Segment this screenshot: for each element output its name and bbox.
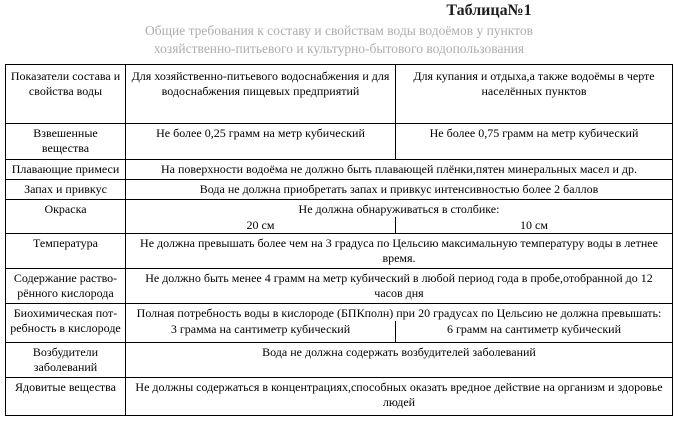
row-value-suspended-solids-recreation: Не более 0,75 грамм на метр кубический xyxy=(396,124,673,160)
header-cell-indicators: Показатели состава и свойства воды xyxy=(6,65,126,124)
row-label-temperature: Температура xyxy=(6,234,126,269)
table-row-suspended-solids xyxy=(6,124,673,160)
header-cell-drinking-use: Для хозяйственно-питьевого водоснабжения и для водоснабжения пищевых предприятий xyxy=(126,65,396,124)
row-value-coloration-condition: Не должна обнаруживаться в столбике: xyxy=(298,202,500,216)
table-row-biochemical-oxygen-demand xyxy=(6,304,673,343)
row-value-toxic-substances: Не должны содержаться в концентрациях,способных оказать вредное действие на организм и здоровье людей xyxy=(126,378,673,416)
row-value-temperature: Не должна превышать более чем на 3 градуса по Цельсию максимальную температуру воды в летнее время. xyxy=(126,234,673,269)
row-label-suspended-solids: Взвешенные вещества xyxy=(6,124,126,160)
table-row-dissolved-oxygen xyxy=(6,269,673,304)
page-subtitle-line-1: Общие требования к составу и свойствам воды водоёмов у пунктов xyxy=(145,23,533,38)
row-value-bod-recreation: 6 грамм на сантиметр кубический xyxy=(395,321,672,342)
water-quality-requirements-table xyxy=(5,64,673,416)
row-label-biochemical-oxygen-demand: Биохимическая пот-ребность в кислороде xyxy=(6,304,126,343)
page-subtitle-line-2: хозяйственно-питьевого и культурно-бытового водопользования xyxy=(153,41,525,56)
page-subtitle xyxy=(0,22,678,58)
table-row-temperature xyxy=(6,234,673,269)
row-label-coloration: Окраска xyxy=(6,200,126,234)
row-value-bod-drinking: 3 грамма на сантиметр кубический xyxy=(170,322,351,336)
row-value-biochemical-oxygen-demand xyxy=(126,304,673,343)
row-value-coloration-drinking: 20 см xyxy=(246,218,275,232)
row-value-bod-condition: Полная потребность воды в кислороде (БПКполн) при 20 градусах по Цельсию не должна превышать: xyxy=(136,306,662,320)
row-label-toxic-substances: Ядовитые вещества xyxy=(6,378,126,416)
row-label-dissolved-oxygen: Содержание раство-рённого кислорода xyxy=(6,269,126,304)
row-value-floating-impurities: На поверхности водоёма не должно быть плавающей плёнки,пятен минеральных масел и др. xyxy=(126,160,673,180)
page-title: Таблица№1 xyxy=(446,2,532,19)
row-value-suspended-solids-drinking: Не более 0,25 грамм на метр кубический xyxy=(126,124,396,160)
row-value-coloration-recreation: 10 см xyxy=(395,217,672,233)
table-row-disease-agents xyxy=(6,343,673,378)
row-value-odor-taste: Вода не должна приобретать запах и привкус интенсивностью более 2 баллов xyxy=(126,180,673,200)
row-value-coloration xyxy=(126,200,673,234)
table-row-odor-taste xyxy=(6,180,673,200)
table-row-floating-impurities xyxy=(6,160,673,180)
row-value-disease-agents: Вода не должна содержать возбудителей заболеваний xyxy=(126,343,673,378)
table-row-coloration xyxy=(6,200,673,234)
row-label-odor-taste: Запах и привкус xyxy=(6,180,126,200)
header-cell-recreation-use: Для купания и отдыха,а также водоёмы в черте населённых пунктов xyxy=(396,65,673,124)
row-label-disease-agents: Возбудители заболеваний xyxy=(6,343,126,378)
row-label-floating-impurities: Плавающие примеси xyxy=(6,160,126,180)
row-value-dissolved-oxygen: Не должно быть менее 4 грамм на метр кубический в любой период года в пробе,отобранной до 12 часов дня xyxy=(126,269,673,304)
table-header-row xyxy=(6,65,673,124)
table-row-toxic-substances xyxy=(6,378,673,416)
